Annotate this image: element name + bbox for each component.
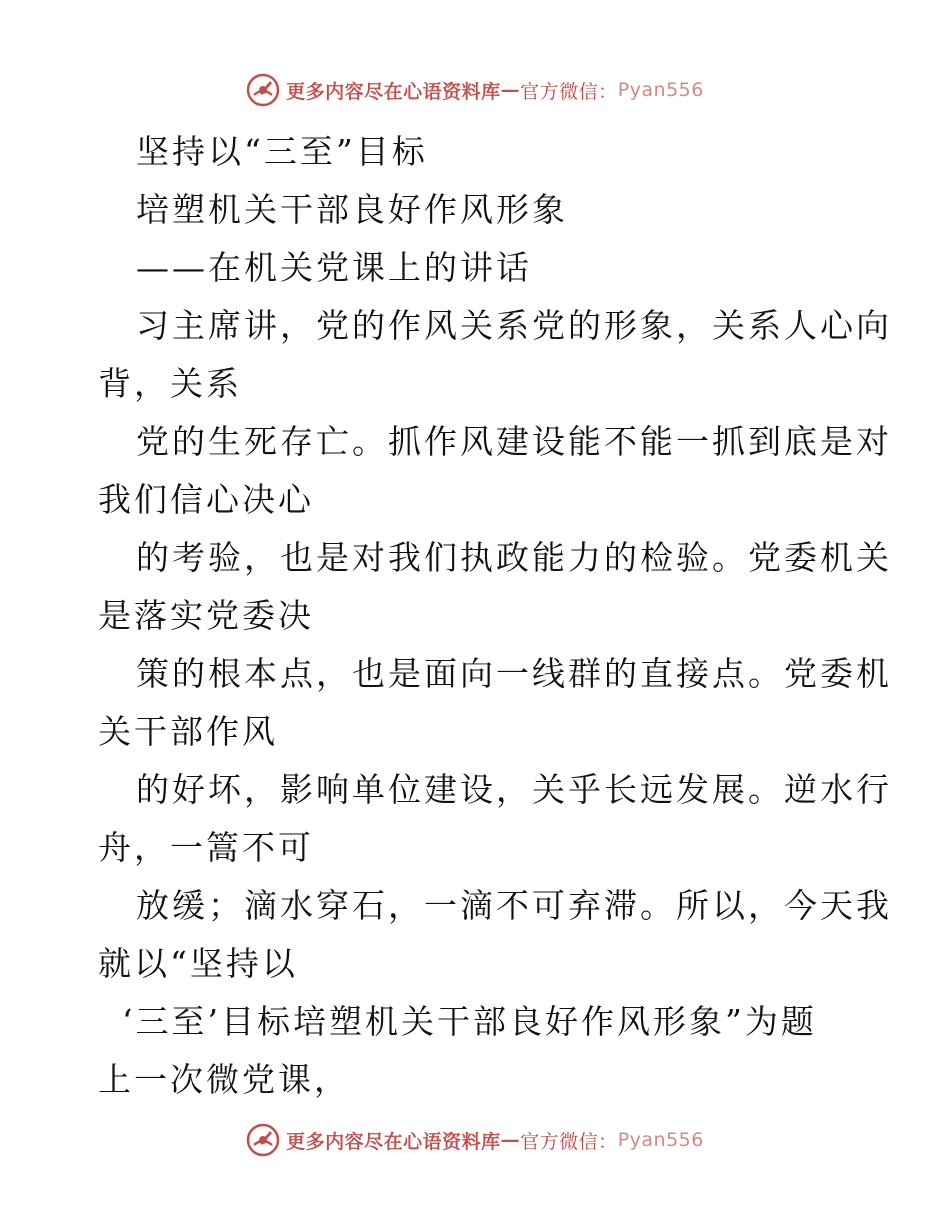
paragraph-line: 舟，一篙不可 <box>98 828 314 867</box>
paragraph-line: 的好坏，影响单位建设，关乎长远发展。逆水行 <box>136 770 892 809</box>
paragraph-line: 关干部作风 <box>98 712 278 751</box>
banner-brand-text: 更多内容尽在心语资料库 <box>286 80 501 103</box>
paragraph-line: 背，关系 <box>98 364 242 403</box>
banner-wechat-id: Pyan556 <box>617 79 704 101</box>
banner-dash: — <box>500 1129 521 1151</box>
banner-wechat-label: 官方微信： <box>520 1130 618 1153</box>
footer-banner <box>0 1120 950 1160</box>
banner-brand-text: 更多内容尽在心语资料库 <box>286 1130 501 1153</box>
banner-dash: — <box>500 79 521 101</box>
paragraph-line: 策的根本点，也是面向一线群的直接点。党委机 <box>136 654 892 693</box>
paragraph-line: 的考验，也是对我们执政能力的检验。党委机关 <box>136 538 892 577</box>
doc-title-line-2: 培塑机关干部良好作风形象 <box>136 190 568 229</box>
book-quill-logo-icon <box>246 73 280 107</box>
paragraph-line: 习主席讲，党的作风关系党的形象，关系人心向 <box>136 306 892 345</box>
book-quill-logo-icon <box>246 1123 280 1157</box>
paragraph-line: 党的生死存亡。抓作风建设能不能一抓到底是对 <box>136 422 892 461</box>
banner-wechat-label: 官方微信： <box>520 80 618 103</box>
paragraph-line: ‘三至’目标培塑机关干部良好作风形象”为题 <box>122 1002 817 1041</box>
document-body <box>98 123 892 1109</box>
paragraph-line: 是落实党委决 <box>98 596 314 635</box>
paragraph-line: 我们信心决心 <box>98 480 314 519</box>
header-banner <box>0 70 950 110</box>
doc-title-line-1: 坚持以“三至”目标 <box>136 132 428 171</box>
paragraph-line: 放缓；滴水穿石，一滴不可弃滞。所以，今天我 <box>136 886 892 925</box>
banner-wechat-id: Pyan556 <box>617 1129 704 1151</box>
paragraph-line: 就以“坚持以 <box>98 944 298 983</box>
paragraph-line: 上一次微党课， <box>98 1060 350 1099</box>
doc-subtitle: ——在机关党课上的讲话 <box>136 248 532 287</box>
